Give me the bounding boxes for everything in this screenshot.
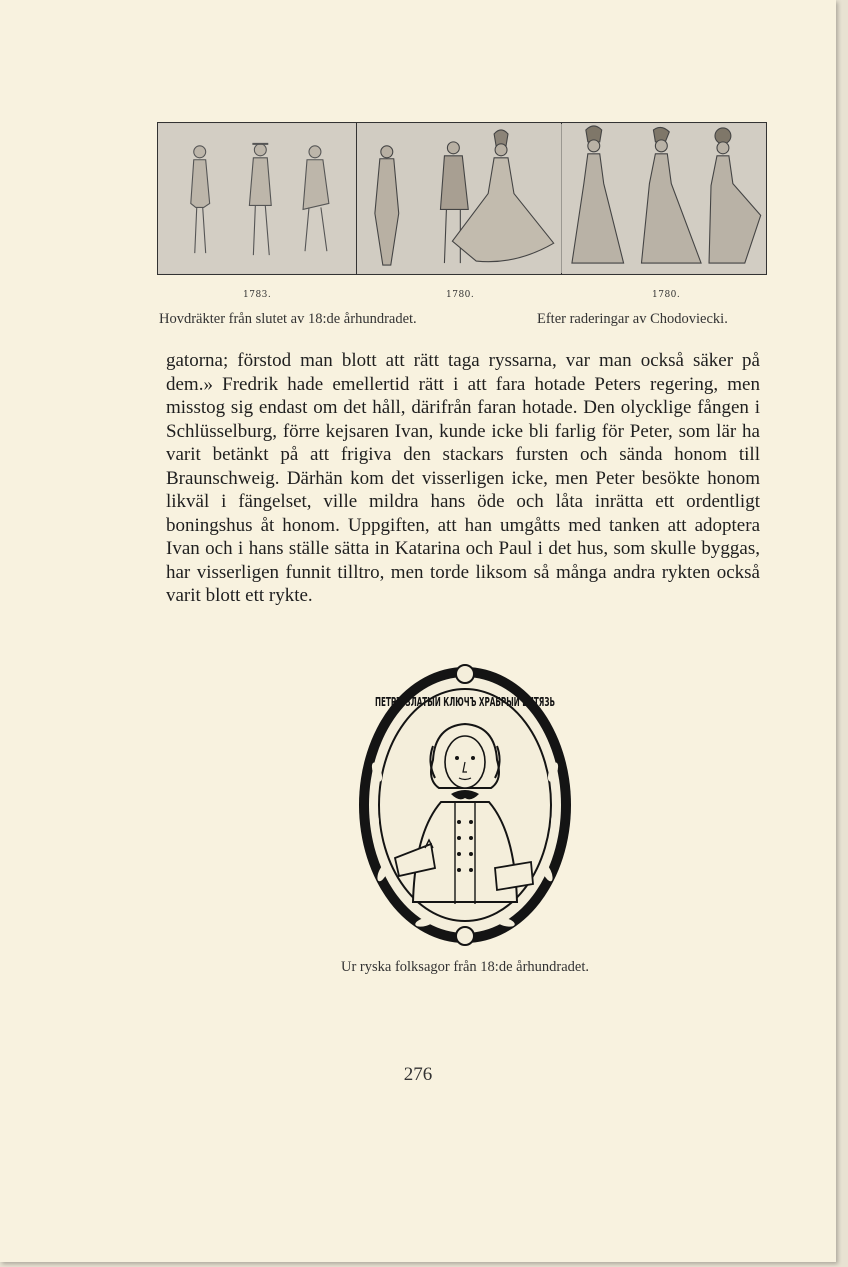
costume-panel-1780-women [562, 123, 766, 274]
caption-bottom: Ur ryska folksagor från 18:de århundradet. [340, 959, 590, 975]
body-paragraph [166, 349, 760, 608]
men-costume-drawing [158, 123, 356, 274]
court-couple-drawing [357, 123, 562, 274]
paragraph-text: gatorna; förstod man blott att rätt taga ryssarna, var man också säker på dem.» Fredrik hade emellertid rätt i att fara hotade Peters regering, men misstog sig endast om det håll, därifrån faran hotade. Den olycklige fången i Schlüsselburg, förre kejsaren Ivan, kunde icke bli farlig för Peter, som lär ha varit betänkt på att frigiva den stackars fursten och sända honom till Braunschweig. Därhän kom det visserligen icke, men Peter besökte honom likväl i fängelset, ville mildra hans öde och låta inrätta ett ordentligt boningshus åt honom. Uppgiften, att han umgåtts med tanken att adoptera Ivan och i hans ställe sätta in Katarina och Paul i det hus, som skulle byggas, har visserligen funnit tilltro, men torde liksom så många andra rykten också varit blott ett rykte. [166, 350, 760, 606]
oval-portrait-drawing [355, 662, 674, 948]
caption-left: Hovdräkter från slutet av 18:de århundradet. [159, 311, 417, 327]
page-number: 276 [403, 1064, 433, 1085]
year-label: 1780. [652, 290, 681, 300]
women-costume-drawing [562, 123, 766, 274]
costume-panel-1783 [158, 123, 357, 274]
costume-panel-1780-couple [357, 123, 563, 274]
folk-portrait-engraving [355, 662, 674, 948]
costume-illustration-strip [157, 122, 767, 275]
year-label: 1780. [446, 290, 475, 300]
year-label: 1783. [243, 290, 272, 300]
oval-inscription: ПЕТРЪ ЗЛАТЫЙ КЛЮЧЪ ХРАБРЫЙ ВИТЯЗЬ [375, 695, 674, 709]
caption-right: Efter raderingar av Chodoviecki. [537, 311, 728, 327]
